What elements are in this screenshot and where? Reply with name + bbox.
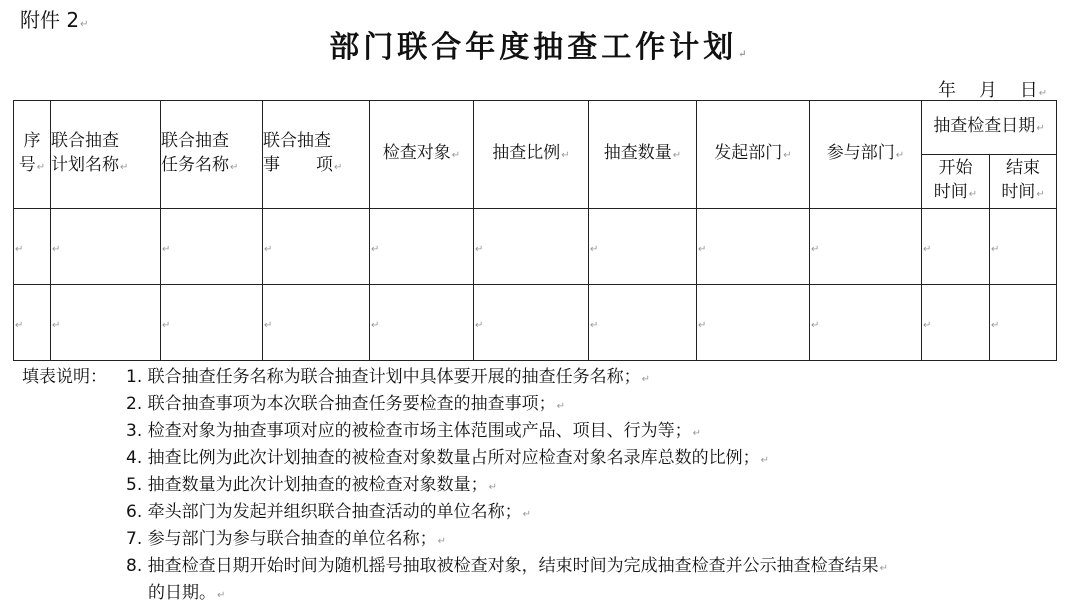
- notes-label: 填表说明：: [22, 367, 107, 387]
- table-cell[interactable]: ↵: [370, 285, 474, 361]
- table-cell[interactable]: ↵: [474, 209, 589, 285]
- table-cell[interactable]: ↵: [14, 209, 51, 285]
- table-cell[interactable]: ↵: [370, 209, 474, 285]
- header-end-time: 结束 时间↵: [990, 155, 1057, 209]
- header-quantity: 抽查数量↵: [589, 101, 697, 209]
- return-mark: ↵: [80, 19, 89, 30]
- table-cell[interactable]: ↵: [263, 285, 370, 361]
- table-cell[interactable]: ↵: [14, 285, 51, 361]
- table-cell[interactable]: ↵: [990, 209, 1057, 285]
- table-cell[interactable]: ↵: [922, 285, 990, 361]
- note-line: 3. 检查对象为抽查事项对应的被检查市场主体范围或产品、项目、行为等；↵: [126, 421, 702, 441]
- note-line: 的日期。↵: [148, 583, 226, 603]
- header-start-time: 开始 时间↵: [922, 155, 990, 209]
- table-row: [14, 285, 1057, 361]
- table-cell[interactable]: ↵: [589, 209, 697, 285]
- header-item: 联合抽查 事 项↵: [263, 101, 370, 209]
- notes-section: [22, 364, 1062, 607]
- table-cell[interactable]: ↵: [697, 285, 810, 361]
- note-line: 2. 联合抽查事项为本次联合抽查任务要检查的抽查事项；↵: [126, 394, 566, 414]
- header-ratio: 抽查比例↵: [474, 101, 589, 209]
- note-line: 4. 抽查比例为此次计划抽查的被检查对象数量占所对应检查对象名录库总数的比例；↵: [126, 448, 770, 468]
- header-date-group: 抽查检查日期↵: [922, 101, 1057, 155]
- note-line: 8. 抽查检查日期开始时间为随机摇号抽取被检查对象，结束时间为完成抽查检查并公示抽查检查结果↵: [126, 556, 889, 576]
- document-title: 部门联合年度抽查工作计划↵: [329, 30, 751, 65]
- table-cell[interactable]: ↵: [161, 285, 263, 361]
- table-cell[interactable]: ↵: [474, 285, 589, 361]
- header-initiating-dept: 发起部门↵: [697, 101, 810, 209]
- table-cell[interactable]: ↵: [990, 285, 1057, 361]
- table-cell[interactable]: ↵: [161, 209, 263, 285]
- note-line: 填表说明： 1. 联合抽查任务名称为联合抽查计划中具体要开展的抽查任务名称；↵: [22, 364, 1062, 391]
- return-mark: ↵: [1038, 88, 1048, 99]
- table-cell[interactable]: ↵: [263, 209, 370, 285]
- header-seq: 序 号↵: [14, 101, 51, 209]
- table-cell[interactable]: ↵: [810, 209, 922, 285]
- date-line: 年 月 日↵: [938, 80, 1048, 101]
- header-participating-dept: 参与部门↵: [810, 101, 922, 209]
- attachment-label: 附件 2↵: [20, 8, 89, 32]
- table-cell[interactable]: ↵: [810, 285, 922, 361]
- note-line: 6. 牵头部门为发起并组织联合抽查活动的单位名称；↵: [126, 502, 532, 522]
- table-cell[interactable]: ↵: [922, 209, 990, 285]
- table-cell[interactable]: ↵: [51, 285, 161, 361]
- table-cell[interactable]: ↵: [697, 209, 810, 285]
- header-task-name: 联合抽查 任务名称↵: [161, 101, 263, 209]
- plan-table: [13, 100, 1057, 361]
- note-line: 5. 抽查数量为此次计划抽查的被检查对象数量；↵: [126, 475, 498, 495]
- note-line: 7. 参与部门为参与联合抽查的单位名称；↵: [126, 529, 447, 549]
- header-target: 检查对象↵: [370, 101, 474, 209]
- table-cell[interactable]: ↵: [589, 285, 697, 361]
- table-row: [14, 209, 1057, 285]
- return-mark: ↵: [738, 49, 751, 60]
- header-plan-name: 联合抽查 计划名称↵: [51, 101, 161, 209]
- table-cell[interactable]: ↵: [51, 209, 161, 285]
